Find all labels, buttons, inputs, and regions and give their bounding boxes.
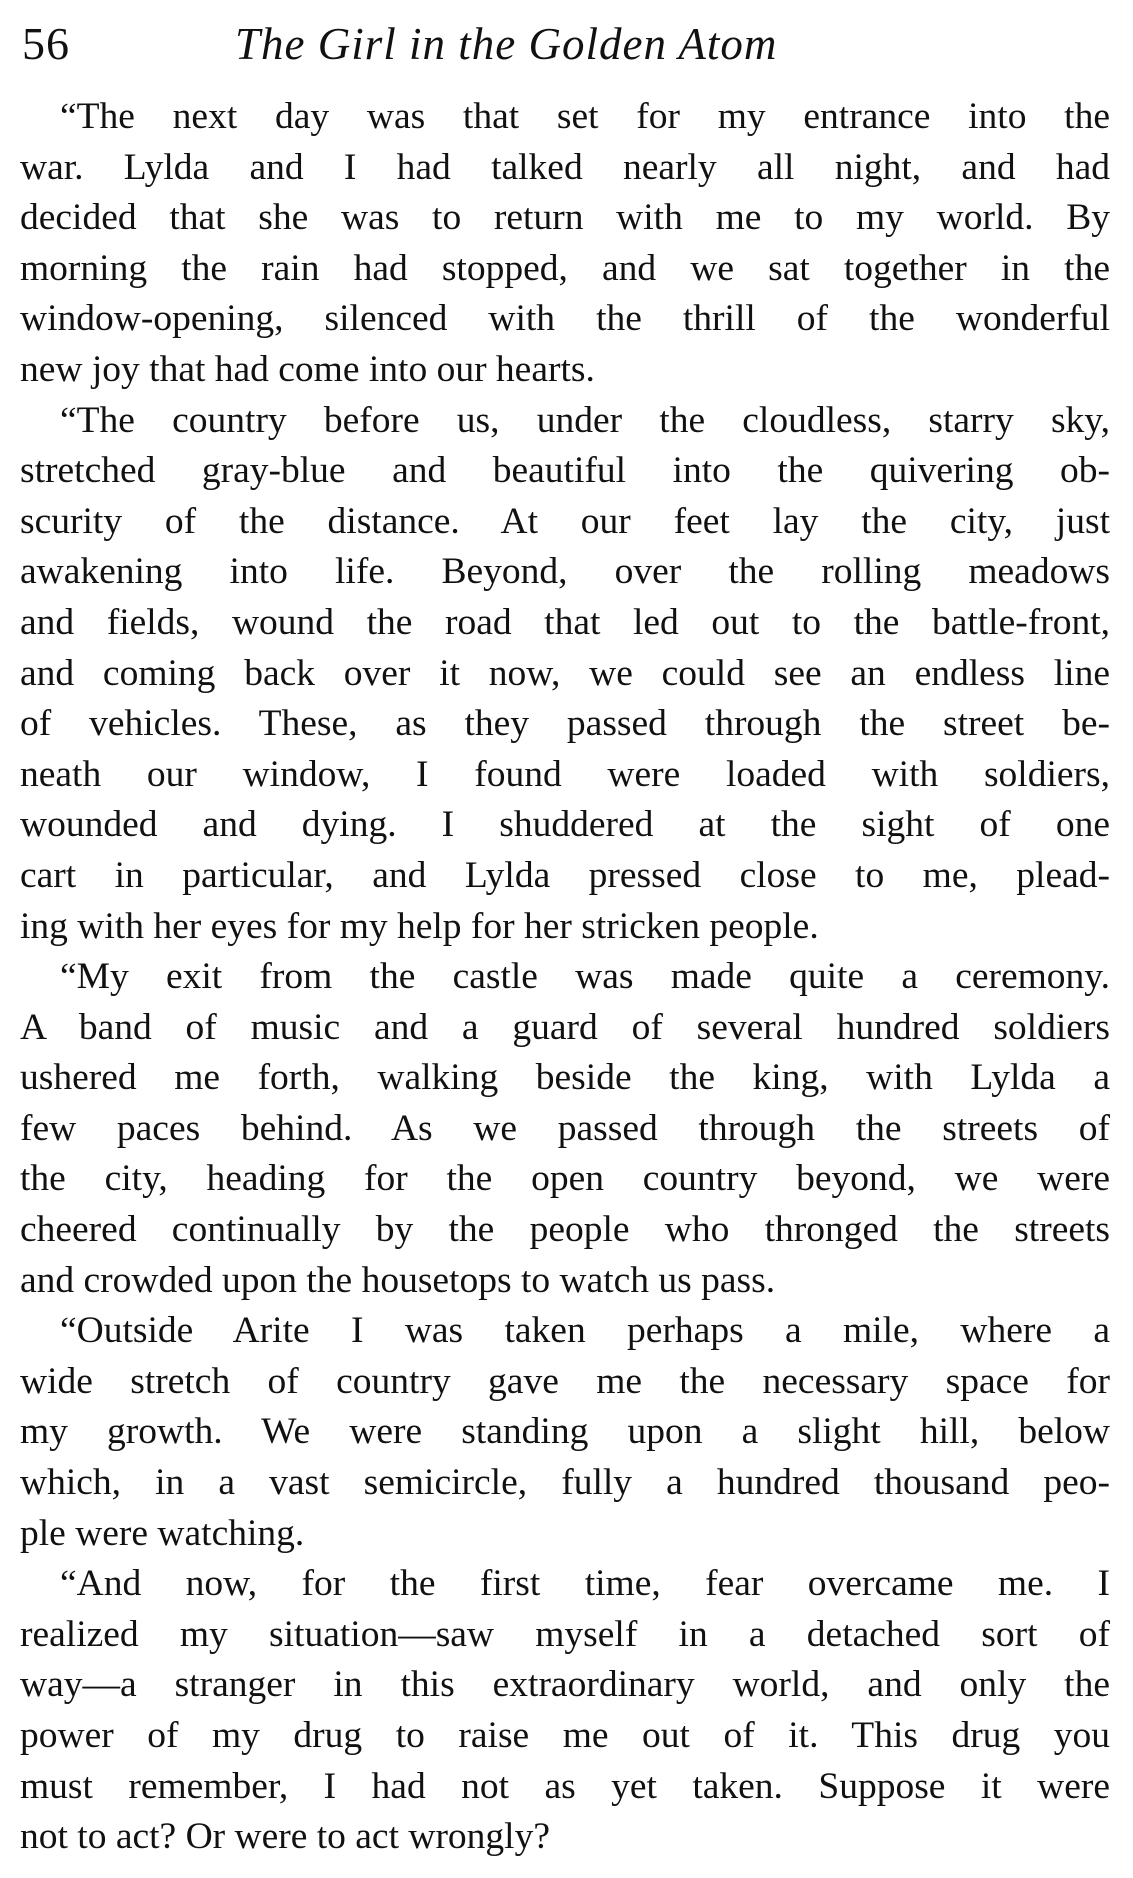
text-line: cheered continually by the people who thronged the streets: [20, 1209, 1110, 1251]
paragraph-4: [20, 1306, 1110, 1559]
text-line: ple were watching.: [20, 1512, 305, 1554]
paragraph-5: [20, 1559, 1110, 1863]
text-line: A band of music and a guard of several hundred soldiers: [20, 1006, 1110, 1048]
text-line: wide stretch of country gave me the necessary space for: [20, 1360, 1110, 1402]
running-head: [20, 0, 1110, 86]
paragraph-2: [20, 396, 1110, 953]
text-line: scurity of the distance. At our feet lay the city, just: [20, 500, 1110, 542]
paragraph-1: [20, 92, 1110, 396]
text-line: window-opening, silenced with the thrill of the wonderful: [20, 298, 1110, 340]
text-line: “The next day was that set for my entrance into the: [60, 96, 1110, 137]
text-line: ushered me forth, walking beside the king, with Lylda a: [20, 1057, 1110, 1099]
running-title: The Girl in the Golden Atom: [235, 19, 778, 69]
text-line: stretched gray-blue and beautiful into the quivering ob-: [20, 450, 1110, 492]
text-line: way—a stranger in this extraordinary world, and only the: [20, 1664, 1110, 1706]
text-line: wounded and dying. I shuddered at the sight of one: [20, 804, 1110, 846]
text-line: and crowded upon the housetops to watch us pass.: [20, 1259, 776, 1301]
text-line: “My exit from the castle was made quite a ceremony.: [60, 956, 1110, 998]
text-line: not to act? Or were to act wrongly?: [20, 1816, 550, 1858]
text-line: cart in particular, and Lylda pressed close to me, plead-: [20, 854, 1110, 896]
text-line: decided that she was to return with me to my world. By: [20, 197, 1110, 239]
text-line: and coming back over it now, we could see an endless line: [20, 652, 1110, 694]
text-line: neath our window, I found were loaded with soldiers,: [20, 753, 1110, 795]
text-line: “Outside Arite I was taken perhaps a mile, where a: [60, 1310, 1110, 1352]
text-line: which, in a vast semicircle, fully a hundred thousand peo-: [20, 1462, 1110, 1504]
text-line: awakening into life. Beyond, over the rolling meadows: [20, 551, 1110, 593]
body-text: [20, 92, 1110, 1863]
paragraph-3: [20, 952, 1110, 1306]
text-line: the city, heading for the open country beyond, we were: [20, 1158, 1110, 1200]
text-line: “The country before us, under the cloudless, starry sky,: [60, 399, 1110, 441]
book-page: [20, 0, 1110, 1858]
text-line: war. Lylda and I had talked nearly all night, and had: [20, 146, 1110, 188]
text-line: realized my situation—saw myself in a detached sort of: [20, 1613, 1110, 1655]
text-line: of vehicles. These, as they passed through the street be-: [20, 703, 1110, 745]
text-line: power of my drug to raise me out of it. This drug you: [20, 1715, 1110, 1756]
page-number: 56: [22, 18, 70, 69]
text-line: morning the rain had stopped, and we sat together in the: [20, 247, 1110, 289]
text-line: ing with her eyes for my help for her stricken people.: [20, 905, 819, 947]
text-line: new joy that had come into our hearts.: [20, 348, 595, 390]
text-line: my growth. We were standing upon a slight hill, below: [20, 1411, 1110, 1453]
text-line: and fields, wound the road that led out to the battle-front,: [20, 601, 1110, 643]
text-line: “And now, for the first time, fear overcame me. I: [60, 1563, 1110, 1605]
text-line: few paces behind. As we passed through the streets of: [20, 1107, 1110, 1149]
text-line: must remember, I had not as yet taken. Suppose it were: [20, 1765, 1110, 1807]
